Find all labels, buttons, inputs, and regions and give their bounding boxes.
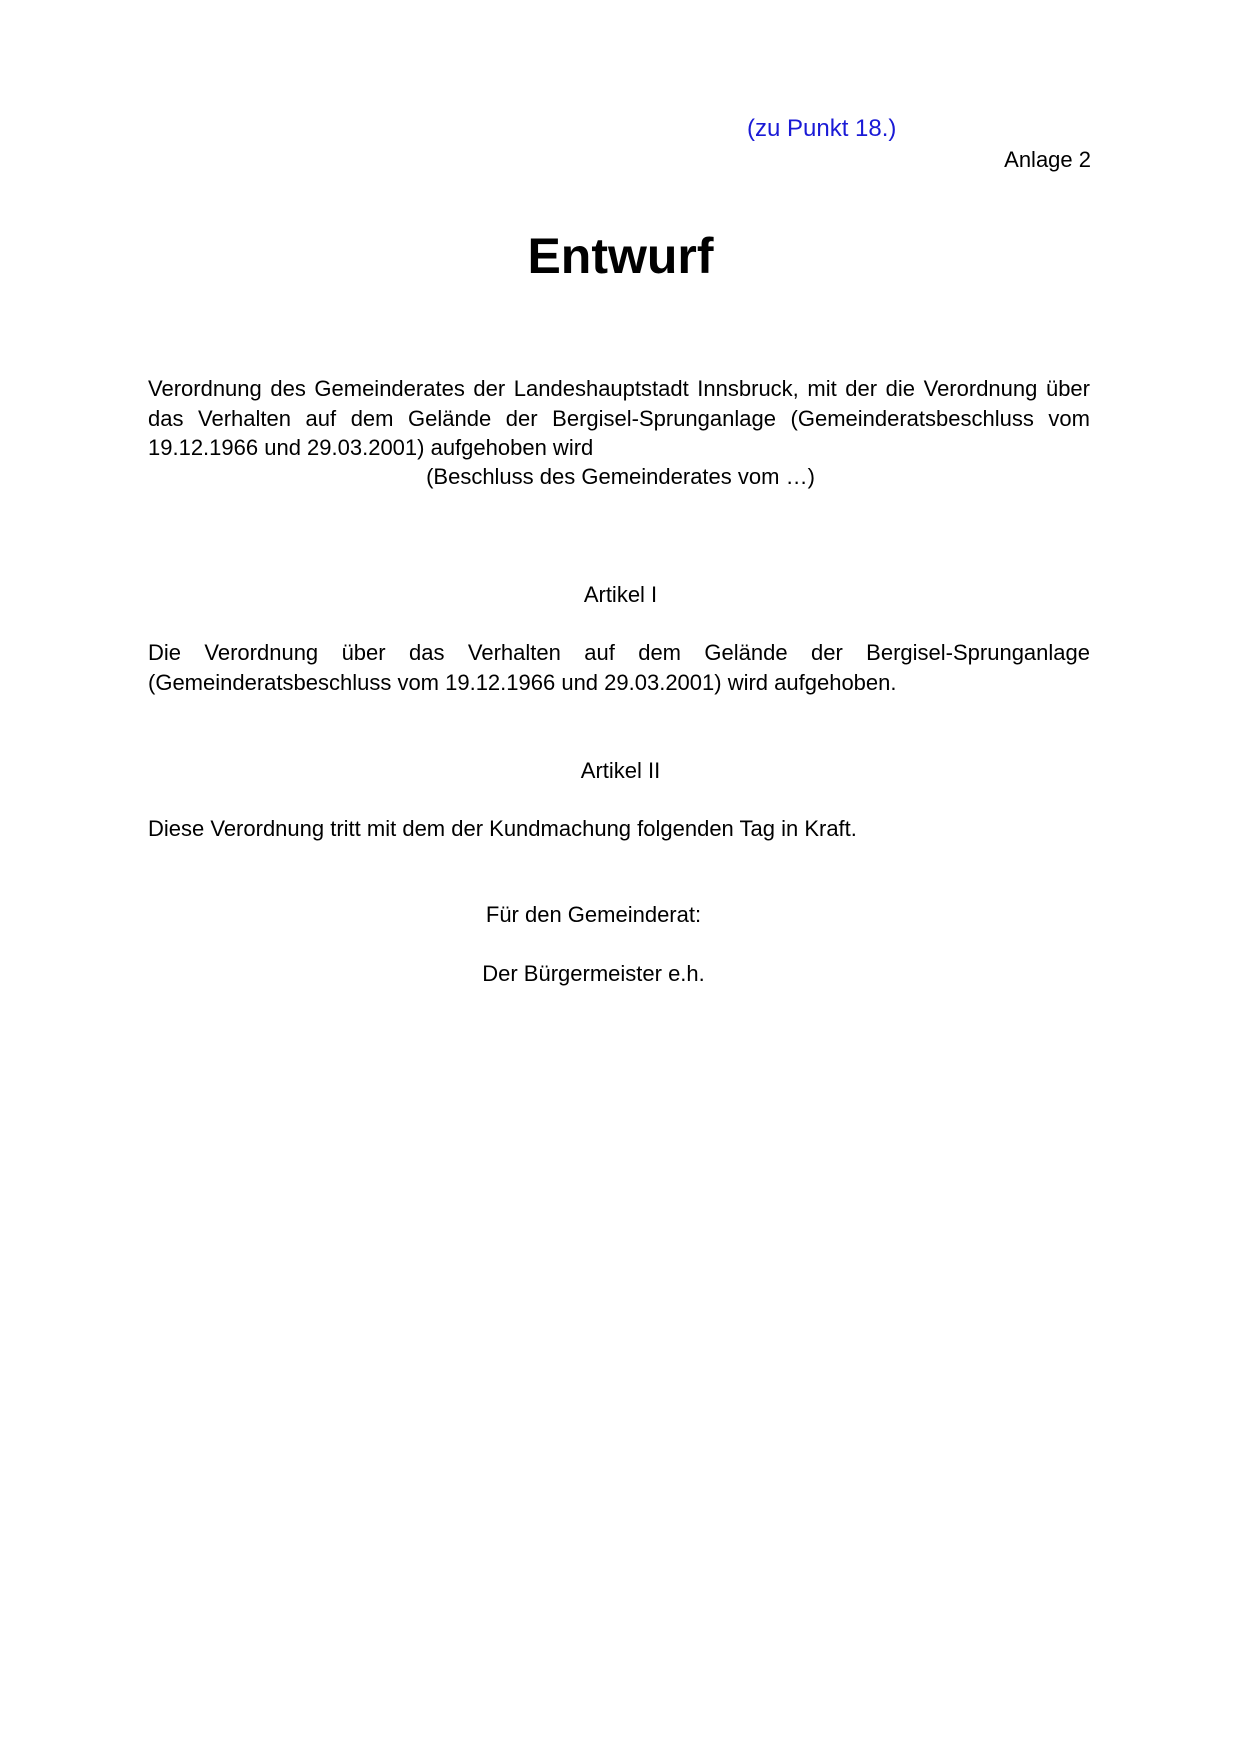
article-1-heading: Artikel I [583,582,658,607]
article-2-text: Diese Verordnung tritt mit dem der Kundmachung folgenden Tag in Kraft. [148,816,857,841]
resolution-date: (Beschluss des Gemeinderates vom …) [426,464,815,489]
ordinance-intro: Verordnung des Gemeinderates der Landeshauptstadt Innsbruck, mit der die Verordnung über das Verhalten auf dem Gelände der Bergisel-Sprunganlage (Gemeinderatsbeschluss vom 19.12.1966 und 29.03.2001) aufgehoben wird [148,376,1090,460]
signatory-name: Der Bürgermeister e.h. [482,961,705,986]
agenda-reference: (zu Punkt 18.) [747,115,897,142]
attachment-label: Anlage 2 [1004,147,1091,172]
document-title: Entwurf [527,228,714,284]
signature-label: Für den Gemeinderat: [485,902,702,927]
article-1-text: Die Verordnung über das Verhalten auf dem Gelände der Bergisel-Sprunganlage (Gemeinderatsbeschluss vom 19.12.1966 und 29.03.2001) wird aufgehoben. [148,640,1090,695]
article-2-heading: Artikel II [580,758,661,783]
